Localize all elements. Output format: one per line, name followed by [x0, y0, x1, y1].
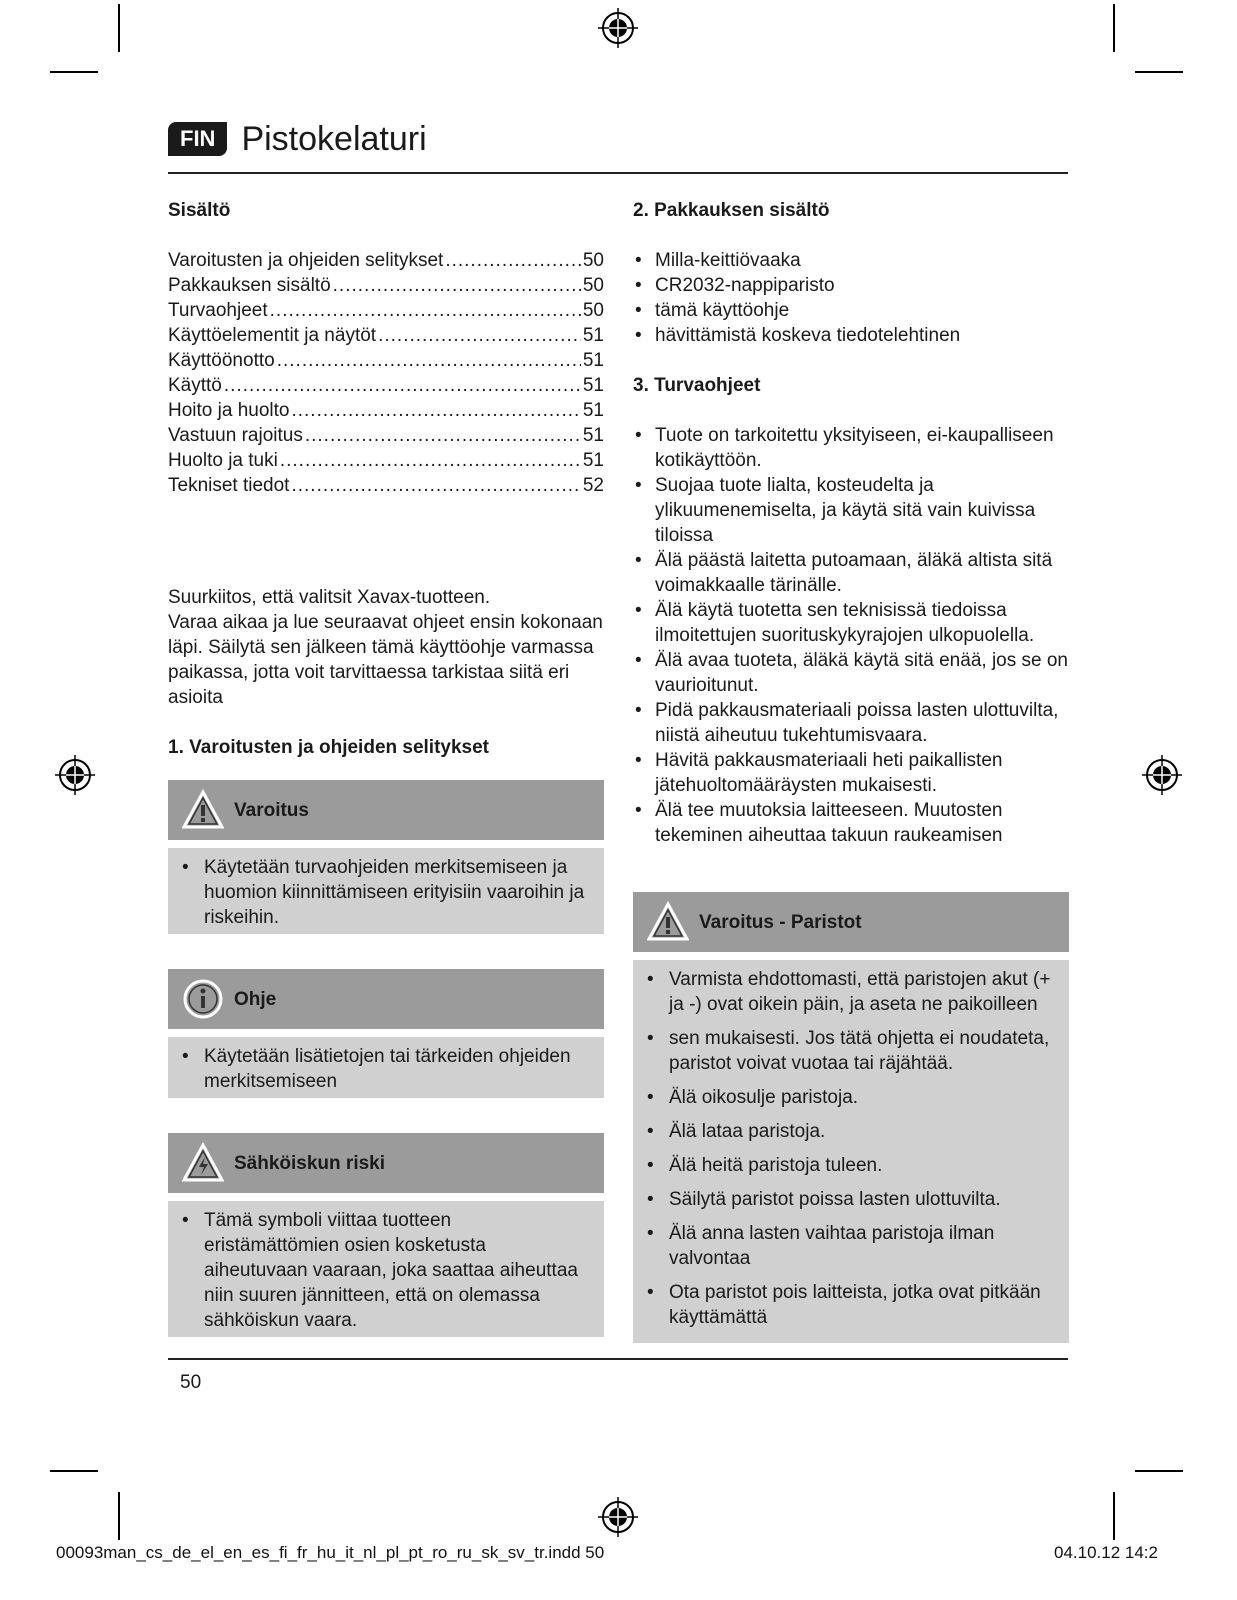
header-rule	[168, 172, 1068, 174]
language-badge: FIN	[168, 122, 227, 156]
list-item: • Älä käytä tuotetta sen teknisissä tiedoissa ilmoitettujen suorituskykyrajojen ulkopuolella.	[633, 598, 1069, 648]
note-box	[168, 969, 604, 1098]
page-title: Pistokelaturi	[241, 119, 427, 158]
list-item: • Suojaa tuote lialta, kosteudelta ja ylikuumenemiselta, ja käytä sitä vain kuivissa tiloissa	[633, 473, 1069, 548]
list-item: • Varmista ehdottomasti, että paristojen akut (+ ja -) ovat oikein päin, ja aseta ne paikoilleen	[647, 967, 1055, 1017]
list-item: • tämä käyttöohje	[633, 298, 1069, 323]
toc-item[interactable]: Pakkauksen sisältö ..... 50	[168, 273, 604, 298]
list-item: • sen mukaisesti. Jos tätä ohjetta ei noudateta, paristot voivat vuotaa tai räjähtää.	[647, 1026, 1055, 1076]
warning-triangle-icon	[647, 901, 689, 943]
registration-mark-icon	[55, 755, 95, 795]
page-header	[168, 112, 1068, 166]
warning-box	[168, 780, 604, 934]
warning-triangle-icon	[182, 789, 224, 831]
safety-instructions-list	[633, 423, 1069, 848]
battery-warning-header	[633, 892, 1069, 952]
crop-mark	[50, 1470, 98, 1472]
toc-item[interactable]: Varoitusten ja ohjeiden selitykset ..... 50	[168, 248, 604, 273]
package-contents-list	[633, 248, 1069, 348]
warning-box-header	[168, 780, 604, 840]
note-box-title: Ohje	[234, 988, 277, 1010]
electric-shock-icon	[182, 1142, 224, 1184]
registration-mark-icon	[1142, 755, 1182, 795]
warning-box-body	[168, 848, 604, 934]
file-info: 00093man_cs_de_el_en_es_fi_fr_hu_it_nl_pl_pt_ro_ru_sk_sv_tr.indd 50	[56, 1543, 605, 1562]
crop-mark	[1135, 71, 1183, 73]
list-item: • Älä tee muutoksia laitteeseen. Muutosten tekeminen aiheuttaa takuun raukeamisen	[633, 798, 1069, 848]
toc-item[interactable]: Tekniset tiedot ..... 52	[168, 473, 604, 498]
warning-box-title: Varoitus	[234, 799, 309, 821]
list-item: • Ota paristot pois laitteista, jotka ovat pitkään käyttämättä	[647, 1280, 1055, 1330]
note-box-header	[168, 969, 604, 1029]
section-heading: 2. Pakkauksen sisältö	[633, 200, 830, 221]
toc-item[interactable]: Käyttöönotto ..... 51	[168, 348, 604, 373]
list-item: • CR2032-nappiparisto	[633, 273, 1069, 298]
section-heading: 3. Turvaohjeet	[633, 375, 761, 396]
toc-heading: Sisältö	[168, 200, 231, 221]
list-item: • Käytetään lisätietojen tai tärkeiden ohjeiden merkitsemiseen	[182, 1044, 590, 1094]
toc-item[interactable]: Turvaohjeet ..... 50	[168, 298, 604, 323]
right-column	[633, 198, 1069, 1343]
section-heading: 1. Varoitusten ja ohjeiden selitykset	[168, 737, 490, 758]
note-box-body	[168, 1037, 604, 1098]
table-of-contents	[168, 248, 604, 498]
toc-item[interactable]: Käyttöelementit ja näytöt ..... 51	[168, 323, 604, 348]
shock-box-header	[168, 1133, 604, 1193]
shock-box-body	[168, 1201, 604, 1337]
list-item: • Älä avaa tuoteta, äläkä käytä sitä enää, jos se on vaurioitunut.	[633, 648, 1069, 698]
list-item: • Älä heitä paristoja tuleen.	[647, 1153, 1055, 1178]
toc-item[interactable]: Käyttö ..... 51	[168, 373, 604, 398]
list-item: • Tuote on tarkoitettu yksityiseen, ei-kaupalliseen kotikäyttöön.	[633, 423, 1069, 473]
list-item: • Älä anna lasten vaihtaa paristoja ilman valvontaa	[647, 1221, 1055, 1271]
page-number: 50	[180, 1372, 202, 1393]
list-item: • hävittämistä koskeva tiedotelehtinen	[633, 323, 1069, 348]
crop-mark	[1113, 1492, 1115, 1540]
crop-mark	[50, 71, 98, 73]
list-item: • Säilytä paristot poissa lasten ulottuvilta.	[647, 1187, 1055, 1212]
battery-warning-box	[633, 892, 1069, 1343]
info-circle-icon	[182, 978, 224, 1020]
intro-line: Suurkiitos, että valitsit Xavax-tuotteen.	[168, 587, 491, 608]
crop-mark	[1113, 4, 1115, 52]
battery-warning-body	[633, 960, 1069, 1343]
intro-paragraph: Varaa aikaa ja lue seuraavat ohjeet ensin kokonaan läpi. Säilytä sen jälkeen tämä käyttöohje varmassa paikassa, jotta voit tarvittaessa tarkistaa siitä eri asioita	[168, 612, 603, 708]
toc-item[interactable]: Vastuun rajoitus ..... 51	[168, 423, 604, 448]
list-item: • Älä lataa paristoja.	[647, 1119, 1055, 1144]
list-item: • Milla-keittiövaaka	[633, 248, 1069, 273]
toc-item[interactable]: Hoito ja huolto ..... 51	[168, 398, 604, 423]
crop-mark	[118, 1492, 120, 1540]
list-item: • Hävitä pakkausmateriaali heti paikallisten jätehuoltomääräysten mukaisesti.	[633, 748, 1069, 798]
shock-box-title: Sähköiskun riski	[234, 1152, 386, 1174]
footer-rule	[168, 1358, 1068, 1360]
print-date: 04.10.12 14:2	[1054, 1543, 1158, 1562]
registration-mark-icon	[598, 8, 638, 48]
list-item: • Tämä symboli viittaa tuotteen eristämättömien osien kosketusta aiheutuvaan vaaraan, joka saattaa aiheuttaa niin suuren jännitteen, että on olemassa sähköiskun vaara.	[182, 1208, 590, 1333]
crop-mark	[118, 4, 120, 52]
list-item: • Käytetään turvaohjeiden merkitsemiseen ja huomion kiinnittämiseen erityisiin vaaroihin ja riskeihin.	[182, 855, 590, 930]
list-item: • Pidä pakkausmateriaali poissa lasten ulottuvilta, niistä aiheutuu tukehtumisvaara.	[633, 698, 1069, 748]
toc-item[interactable]: Huolto ja tuki ..... 51	[168, 448, 604, 473]
crop-mark	[1135, 1470, 1183, 1472]
list-item: • Älä oikosulje paristoja.	[647, 1085, 1055, 1110]
battery-warning-title: Varoitus - Paristot	[699, 911, 862, 933]
registration-mark-icon	[598, 1497, 638, 1537]
intro-text	[168, 585, 604, 710]
left-column	[168, 198, 604, 1337]
list-item: • Älä päästä laitetta putoamaan, äläkä altista sitä voimakkaalle tärinälle.	[633, 548, 1069, 598]
shock-box	[168, 1133, 604, 1337]
